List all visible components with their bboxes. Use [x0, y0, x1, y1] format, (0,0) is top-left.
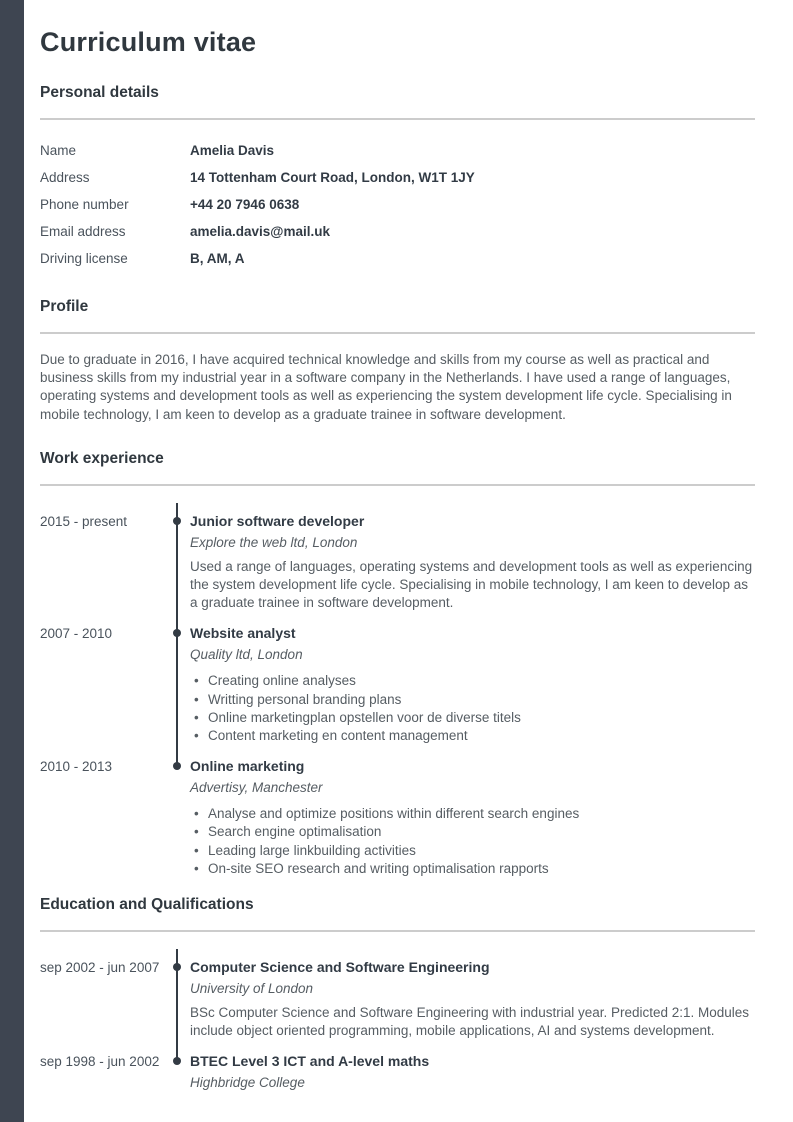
table-row — [40, 137, 755, 164]
timeline-dot — [173, 517, 181, 525]
table-row — [40, 191, 755, 218]
work-entry — [40, 513, 755, 626]
list-item: • On-site SEO research and writing optimalisation rapports — [208, 860, 755, 878]
profile-heading: Profile — [40, 298, 89, 315]
entry-body — [190, 758, 755, 878]
entry-title: BTEC Level 3 ICT and A-level maths — [190, 1053, 430, 1070]
entry-description: Used a range of languages, operating systems and development tools as well as experiencing the system development life cycle. Specialising in mobile technology, I am keen to develop as a graduate trainee in software development. — [190, 558, 753, 611]
work-entry — [40, 625, 755, 758]
list-item: • Online marketingplan opstellen voor de diverse titels — [208, 709, 755, 727]
field-label-email: Email address — [40, 224, 126, 239]
field-value-name: Amelia Davis — [190, 143, 275, 158]
left-edge-strip — [0, 0, 24, 1122]
entry-body — [190, 1053, 755, 1091]
section-divider — [40, 118, 755, 120]
list-item: • Content marketing en content management — [208, 727, 755, 745]
field-value-phone: +44 20 7946 0638 — [190, 197, 300, 212]
cv-content — [40, 0, 755, 1095]
list-item: • Writting personal branding plans — [208, 691, 755, 709]
section-profile — [40, 298, 755, 424]
table-row — [40, 245, 755, 272]
entry-title: Computer Science and Software Engineering — [190, 959, 490, 976]
work-entry — [40, 758, 755, 882]
entry-body — [190, 625, 755, 745]
work-experience-timeline — [40, 513, 755, 882]
field-value-address: 14 Tottenham Court Road, London, W1T 1JY — [190, 170, 475, 185]
entry-period: sep 1998 - jun 2002 — [40, 1054, 160, 1070]
education-entry — [40, 1053, 755, 1095]
profile-text: Due to graduate in 2016, I have acquired technical knowledge and skills from my course as well as practical and business skills from my industrial year in a software company in the Netherlands. I have used a range of languages, operating systems and development tools as well as experiencing the system development life cycle. Specialising in mobile technology, I am keen to develop as a graduate trainee in software development. — [40, 352, 732, 422]
entry-body — [190, 959, 755, 1040]
entry-period: 2007 - 2010 — [40, 626, 113, 642]
entry-organization: Explore the web ltd, London — [190, 534, 358, 550]
timeline-dot — [173, 963, 181, 971]
personal-details-heading: Personal details — [40, 84, 159, 101]
entry-organization: Highbridge College — [190, 1075, 305, 1091]
list-item: • Leading large linkbuilding activities — [208, 842, 755, 860]
entry-title: Website analyst — [190, 625, 296, 642]
timeline-dot — [173, 1057, 181, 1065]
entry-organization: University of London — [190, 981, 314, 997]
list-item: • Analyse and optimize positions within different search engines — [208, 805, 755, 823]
entry-period: 2010 - 2013 — [40, 759, 113, 775]
entry-bullet-list — [190, 672, 755, 745]
table-row — [40, 164, 755, 191]
personal-details-table — [40, 137, 755, 272]
entry-organization: Quality ltd, London — [190, 647, 303, 663]
work-experience-heading: Work experience — [40, 449, 164, 467]
section-divider — [40, 484, 755, 486]
section-divider — [40, 332, 755, 334]
entry-title: Online marketing — [190, 758, 305, 775]
field-value-email: amelia.davis@mail.uk — [190, 224, 330, 239]
section-education — [40, 896, 755, 1095]
list-item: • Search engine optimalisation — [208, 823, 755, 841]
list-item: • Creating online analyses — [208, 672, 755, 690]
entry-period: sep 2002 - jun 2007 — [40, 960, 160, 976]
field-label-phone: Phone number — [40, 197, 129, 212]
entry-organization: Advertisy, Manchester — [190, 780, 323, 796]
entry-body — [190, 513, 755, 613]
entry-period: 2015 - present — [40, 513, 128, 529]
page-title: Curriculum vitae — [40, 27, 257, 57]
section-work-experience — [40, 450, 755, 882]
field-label-name: Name — [40, 143, 77, 158]
timeline-dot — [173, 629, 181, 637]
section-personal-details — [40, 84, 755, 272]
education-entry — [40, 959, 755, 1053]
table-row — [40, 218, 755, 245]
entry-bullet-list — [190, 805, 755, 878]
education-heading: Education and Qualifications — [40, 896, 254, 914]
entry-description: BSc Computer Science and Software Engineering with industrial year. Predicted 2:1. Modules include object oriented programming, mobile applications, AI and systems development. — [190, 1005, 750, 1039]
entry-title: Junior software developer — [190, 512, 365, 529]
field-label-driving-license: Driving license — [40, 251, 128, 266]
education-timeline — [40, 959, 755, 1095]
section-divider — [40, 930, 755, 932]
field-value-driving-license: B, AM, A — [190, 251, 245, 266]
timeline-dot — [173, 762, 181, 770]
field-label-address: Address — [40, 170, 90, 185]
